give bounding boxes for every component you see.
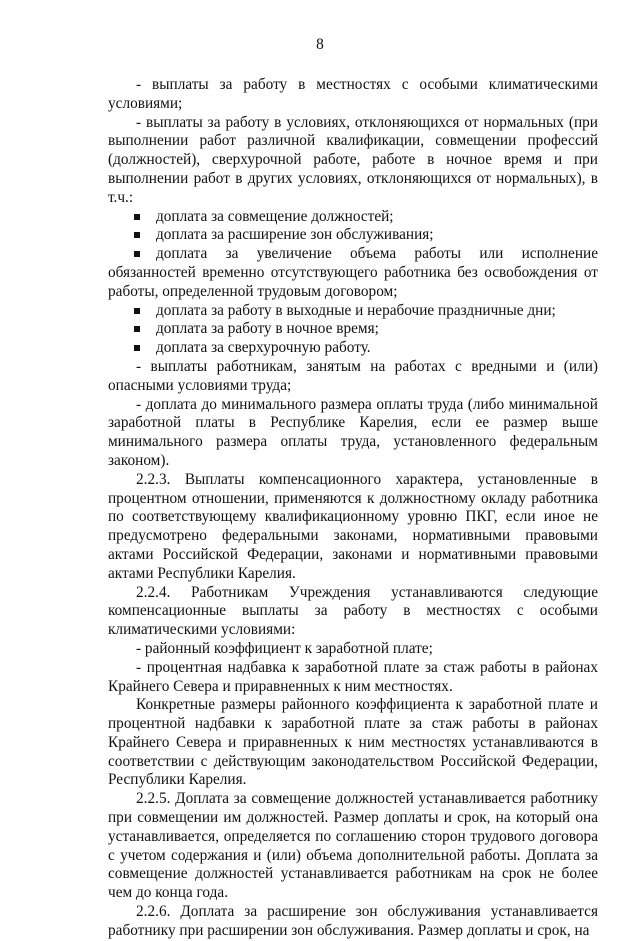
bullet-text: доплата за расширение зон обслуживания; — [156, 226, 434, 244]
bullet-text: доплата за увеличение объема работы или исполнение обязанностей временно отсутствующего работника без освобождения от работы, определенной трудовым договором; — [108, 245, 598, 300]
bullet-list-item — [108, 245, 598, 301]
bullet-list-item — [108, 208, 598, 227]
paragraph: 2.2.4. Работникам Учреждения устанавливаются следующие компенсационные выплаты за работу в местностях с особыми климатическими условиями: — [108, 583, 598, 639]
bullet-text: доплата за сверхурочную работу. — [156, 339, 371, 357]
paragraph: - районный коэффициент к заработной плате; — [136, 639, 433, 657]
paragraph: - доплата до минимального размера оплаты труда (либо минимальной заработной платы в Республике Карелия, если ее размер выше минимального размера оплаты труда, установленного федеральным законом). — [108, 395, 598, 469]
paragraph: - процентная надбавка к заработной плате за стаж работы в районах Крайнего Севера и приравненных к ним местностях. — [108, 658, 598, 695]
bullet-text: доплата за работу в выходные и нерабочие праздничные дни; — [156, 301, 556, 319]
bullet-text: доплата за совмещение должностей; — [156, 207, 394, 225]
paragraph: Конкретные размеры районного коэффициента к заработной плате и процентной надбавки к заработной плате за стаж работы в районах Крайнего Севера и приравненных к ним местностях устанавливаются в соответствии с действующим законодательством Российской Федерации, Республики Карелия. — [108, 696, 598, 789]
paragraph: 2.2.3. Выплаты компенсационного характера, установленные в процентном отношении, применяются к должностному окладу работника по соответствующему квалификационному уровню ПКГ, если иное не предусмотрено федеральными законами, нормативными правовыми актами Российской Федерации, законами и нормативными правовыми актами Республики Карелия. — [108, 470, 598, 582]
bullet-text: доплата за работу в ночное время; — [156, 320, 379, 338]
bullet-square-icon — [134, 308, 140, 314]
page-number: 8 — [316, 36, 324, 53]
bullet-list-item — [108, 302, 598, 321]
paragraph: 2.2.5. Доплата за совмещение должностей устанавливается работнику при совмещении им должностей. Размер доплаты и срок, на который она устанавливается, определяется по соглашению сторон трудового договора с учетом содержания и (или) объема дополнительной работы. Доплата за совмещение должностей устанавливается работникам на срок не более чем до конца года. — [108, 790, 598, 902]
bullet-square-icon — [134, 326, 140, 332]
paragraph: - выплаты работникам, занятым на работах с вредными и (или) опасными условиями труда; — [108, 357, 598, 394]
bullet-list-item — [108, 226, 598, 245]
document-body — [108, 76, 598, 941]
bullet-square-icon — [134, 214, 140, 220]
bullet-list-item — [108, 320, 598, 339]
bullet-square-icon — [134, 232, 140, 238]
bullet-square-icon — [134, 345, 140, 351]
paragraph: - выплаты за работу в условиях, отклоняющихся от нормальных (при выполнении работ различной квалификации, совмещении профессий (должностей), сверхурочной работе, работе в ночное время и при выполнении работ в других условиях, отклоняющихся от нормальных), в т.ч.: — [108, 113, 598, 206]
paragraph: 2.2.6. Доплата за расширение зон обслуживания устанавливается работнику при расширении зон обслуживания. Размер доплаты и срок, на — [108, 903, 598, 939]
paragraph: - выплаты за работу в местностях с особыми климатическими условиями; — [108, 76, 598, 112]
bullet-list-item — [108, 339, 598, 358]
bullet-square-icon — [134, 251, 140, 257]
